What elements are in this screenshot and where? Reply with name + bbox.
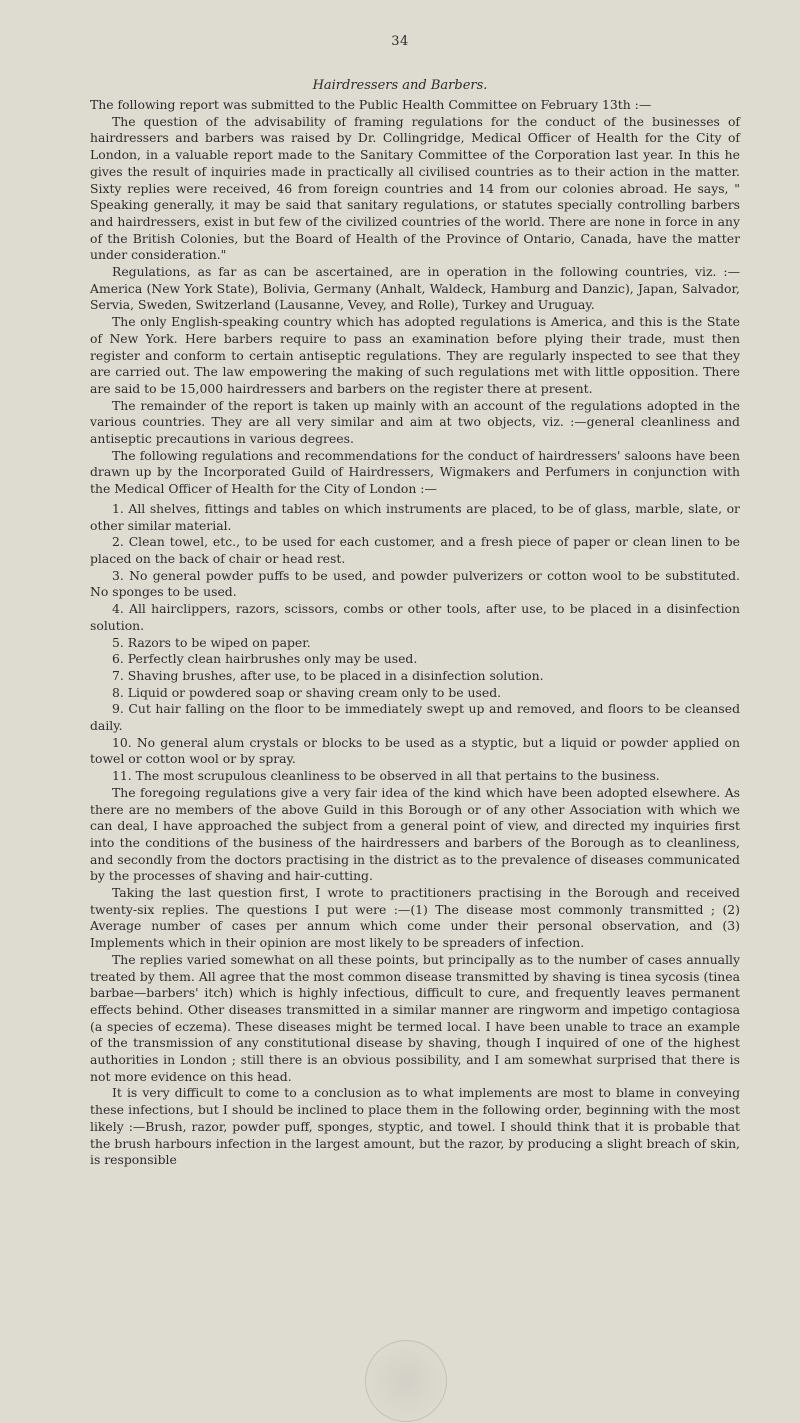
page-number: 34 [391, 34, 409, 49]
paragraph: The remainder of the report is taken up mainly with an account of the regulations adopted in the various countries. They are all very similar and aim at two objects, viz. :—general cleanliness and antiseptic precautions in various degrees. [90, 397, 740, 447]
paragraph: Taking the last question first, I wrote to practitioners practising in the Borough and received twenty-six replies. The questions I put were :—(1) The disease most commonly transmitted ; (2) Average number of cases per annum which come under their personal observation, and (3) Implements which in their opinion are most likely to be spreaders of infection. [90, 885, 740, 951]
library-stamp-watermark [365, 1340, 447, 1422]
regulation-item: 3. No general powder puffs to be used, and powder pulverizers or cotton wool to be substituted. No sponges to be used. [90, 567, 740, 600]
regulation-item: 5. Razors to be wiped on paper. [112, 634, 311, 650]
paragraph: The following regulations and recommendations for the conduct of hairdressers' saloons have been drawn up by the Incorporated Guild of Hairdressers, Wigmakers and Perfumers in conjunction with the Medical Officer of Health for the City of London :— [90, 447, 740, 497]
paragraph: It is very difficult to come to a conclusion as to what implements are most to blame in conveying these infections, but I should be inclined to place them in the following order, beginning with the most likely :—Brush, razor, powder puff, sponges, styptic, and towel. I should think that it is probable that the brush harbours infection in the largest amount, but the razor, by producing a slight breach of skin, is responsible [90, 1085, 740, 1168]
paragraph: The question of the advisability of framing regulations for the conduct of the businesses of hairdressers and barbers was raised by Dr. Collingridge, Medical Officer of Health for the City of London, in a valuable report made to the Sanitary Committee of the Corporation last year. In this he gives the result of inquiries made in practically all civilised countries as to their action in the matter. Sixty replies were received, 46 from foreign countries and 14 from our colonies abroad. He says, " Speaking generally, it may be said that sanitary regulations, or statutes specially controlling barbers and hairdressers, exist in but few of the civilized countries of the world. There are none in force in any of the British Colonies, but the Board of Health of the Province of Ontario, Canada, have the matter under consideration." [90, 113, 740, 263]
paragraph: Regulations, as far as can be ascertained, are in operation in the following countries, viz. :—America (New York State), Bolivia, Germany (Anhalt, Waldeck, Hamburg and Danzic), Japan, Salvador, Servia, Sweden, Switzerland (Lausanne, Vevey, and Rolle), Turkey and Uruguay. [90, 264, 740, 313]
regulation-item: 6. Perfectly clean hairbrushes only may be used. [112, 651, 418, 667]
paragraph: The foregoing regulations give a very fair idea of the kind which have been adopted elsewhere. As there are no members of the above Guild in this Borough or of any other Association with which we can deal, I have approached the subject from a general point of view, and directed my inquiries first into the conditions of the business of the hairdressers and barbers of the Borough as to cleanliness, and secondly from the doctors practising in the district as to the prevalence of diseases communicated by the processes of shaving and hair-cutting. [90, 784, 740, 884]
regulations-list [90, 501, 740, 785]
body-text [90, 97, 740, 1169]
regulation-item: 10. No general alum crystals or blocks to be used as a styptic, but a liquid or powder applied on towel or cotton wool or by spray. [90, 734, 740, 767]
regulation-item: 8. Liquid or powdered soap or shaving cream only to be used. [112, 684, 502, 700]
regulation-item: 11. The most scrupulous cleanliness to be observed in all that pertains to the business. [112, 768, 660, 784]
regulation-item: 1. All shelves, fittings and tables on which instruments are placed, to be of glass, marble, slate, or other similar material. [90, 500, 740, 533]
regulation-item: 4. All hairclippers, razors, scissors, combs or other tools, after use, to be placed in a disinfection solution. [90, 601, 740, 633]
paragraph: The following report was submitted to the Public Health Committee on February 13th :— [90, 97, 652, 112]
regulation-item: 7. Shaving brushes, after use, to be placed in a disinfection solution. [112, 667, 544, 683]
paragraph: The replies varied somewhat on all these points, but principally as to the number of cases annually treated by them. All agree that the most common disease transmitted by shaving is tinea sycosis (tinea barbae—barbers' itch) which is highly infectious, difficult to cure, and frequently leaves permanent effects behind. Other diseases transmitted in a similar manner are ringworm and impetigo contagiosa (a species of eczema). These diseases might be termed local. I have been unable to trace an example of the transmission of any constitutional disease by shaving, though I inquired of one of the highest authorities in London ; still there is an obvious possibility, and I am somewhat surprised that there is not more evidence on this head. [90, 951, 740, 1084]
section-title: Hairdressers and Barbers. [312, 78, 488, 93]
regulation-item: 2. Clean towel, etc., to be used for each customer, and a fresh piece of paper or clean linen to be placed on the back of chair or head rest. [90, 534, 740, 566]
regulation-item: 9. Cut hair falling on the floor to be immediately swept up and removed, and floors to be cleansed daily. [90, 701, 740, 734]
paragraph: The only English-speaking country which has adopted regulations is America, and this is the State of New York. Here barbers require to pass an examination before plying their trade, must then register and conform to certain antiseptic regulations. They are regularly inspected to see that they are carried out. The law empowering the making of such regulations met with little opposition. There are said to be 15,000 hairdressers and barbers on the register there at present. [90, 314, 740, 396]
